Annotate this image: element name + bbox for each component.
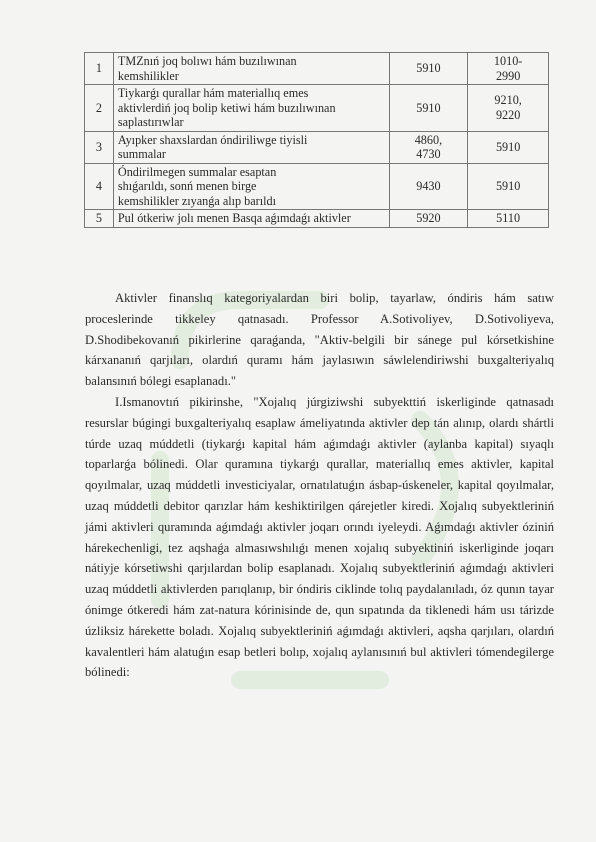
description-cell-line: Pul ótkeriw jolı menen Basqa aǵımdaǵı aktivler: [117, 211, 351, 225]
description-cell: [113, 163, 389, 210]
description-cell-line: aktivlerdiń joq bolip ketiwi hám buzılıwınan: [117, 100, 336, 115]
paragraph-1: Aktivler finanslıq kategoriyalardan biri bolip, tayarlaw, óndiris hám satıw proceslerinde tikkeley qatnasadı. Professor A.Sotivoliyev, D.Sotivoliyeva, D.Shodibekovanıń pikirlerine qaraǵanda, "Aktiv-belgili bir sánege pul kórsetkishine kárxananıń qarjıları, olardıń quramı hám jaylasıwın sáwlelendiriwshi buxgalteriyalıq balansınıń bólegi esaplanadı.": [85, 291, 554, 389]
credit-account-cell-line: 2990: [495, 68, 521, 83]
credit-account-cell: [468, 131, 549, 163]
debit-account-cell: [389, 85, 468, 132]
credit-account-cell-line: 5110: [496, 211, 521, 225]
credit-account-cell: [468, 85, 549, 132]
description-cell: [113, 210, 389, 228]
credit-account-cell-line: 5910: [495, 139, 521, 154]
description-cell-line: saplastırıwlar: [117, 115, 184, 129]
description-cell: [113, 131, 389, 163]
credit-account-cell: [468, 163, 549, 210]
row-number-cell: 3: [85, 131, 114, 163]
table-row: [85, 53, 549, 85]
row-number-cell: 1: [85, 53, 114, 85]
debit-account-cell-line: 4730: [416, 147, 441, 161]
debit-account-cell: [389, 53, 468, 85]
description-cell: [113, 53, 389, 85]
credit-account-cell-line: 5910: [495, 179, 521, 193]
row-number-cell: 4: [85, 163, 114, 210]
description-cell-line: Ayıpker shaxslardan óndiriliwge tiyisli: [117, 132, 308, 147]
credit-account-cell: [468, 53, 549, 85]
body-text: [85, 288, 554, 683]
table-row: [85, 85, 549, 132]
credit-account-cell-line: 9220: [495, 107, 521, 122]
description-cell-line: Óndirilmegen summalar esaptan: [117, 164, 277, 179]
debit-account-cell-line: 9430: [416, 179, 441, 193]
description-cell-line: summalar: [117, 147, 166, 161]
debit-account-cell: [389, 210, 468, 228]
description-cell-line: kemshilikler zıyanǵa alıp barıldı: [117, 193, 276, 208]
credit-account-cell-line: 9210,: [494, 93, 522, 108]
debit-account-cell: [389, 163, 468, 210]
debit-account-cell: [389, 131, 468, 163]
debit-account-cell-line: 5910: [416, 100, 441, 115]
credit-account-cell: [468, 210, 549, 228]
description-cell-line: kemshilikler: [117, 68, 179, 83]
debit-account-cell-line: 5910: [416, 61, 441, 76]
description-cell-line: shıǵarıldı, sonń menen birge: [117, 179, 257, 193]
debit-account-cell-line: 5920: [416, 211, 441, 225]
description-cell-line: Tiykarǵı qurallar hám materiallıq emes: [117, 86, 309, 100]
row-number-cell: 5: [85, 210, 114, 228]
paragraph-2: I.Ismanovtıń pikirinshe, "Xojalıq júrgiziwshi subyekttiń iskerliginde qatnasadı resurslar búgingi buxgalteriyalıq esaplaw ámeliyatında aktivler dep tán alınıp, olardı shártli túrde uzaq múddetli (tiykarǵı kapital hám aǵımdaǵı aktivler (aylanba kapital) sıyaqlı toparlarǵa bólinedi. Olar quramına tiykarǵı qurallar, materiallıq emes aktivler, kapital qoyılmalar, uzaq múddetli investiciyalar, ornatılatuǵın ásbap-úskeneler, kapital qoyılmalar, uzaq múddetli debitor qarızlar hám keshiktirilgen qárejetler kiredi. Xojalıq subyektleriniń jámi aktivleri quramında aǵımdaǵı aktivler joqarı orındı iyeleydi. Aǵımdaǵı aktivler óziniń hárekechenligi, tez aqshaǵa almasıwshılıǵı menen xojalıq subyektiniń iskerliginde joqarı nátiyje kórsetiwshi qarjılardan bolip esaplanadı. Xojalıq subyektleriniń aǵımdaǵı aktivleri uzaq múddetli aktivlerden parıqlanıp, bir óndiris ciklinde tolıq paydalanıladı, óz qunın tayar ónimge ótkeredi hám zat-natura kórinisinde de, qun sıpatında da tiklenedi hám usı tárizde úzliksiz hárekette boladı. Xojalıq subyektleriniń aǵımdaǵı aktivleri, aqsha qarjıları, olardıń kavalentleri hám alatuǵın esap betleri bolıp, xojalıq aylanısınıń bul aktivleri tómendegilerge bólinedi:: [85, 394, 554, 680]
description-cell: [113, 85, 389, 132]
description-cell-line: TMZnıń joq bolıwı hám buzılıwınan: [117, 54, 297, 68]
credit-account-cell-line: 1010-: [493, 54, 523, 68]
debit-account-cell-line: 4860,: [414, 132, 443, 147]
accounting-entries-table: [84, 52, 549, 228]
table-row: [85, 210, 549, 228]
table-row: [85, 131, 549, 163]
row-number-cell: 2: [85, 85, 114, 132]
table-row: [85, 163, 549, 210]
